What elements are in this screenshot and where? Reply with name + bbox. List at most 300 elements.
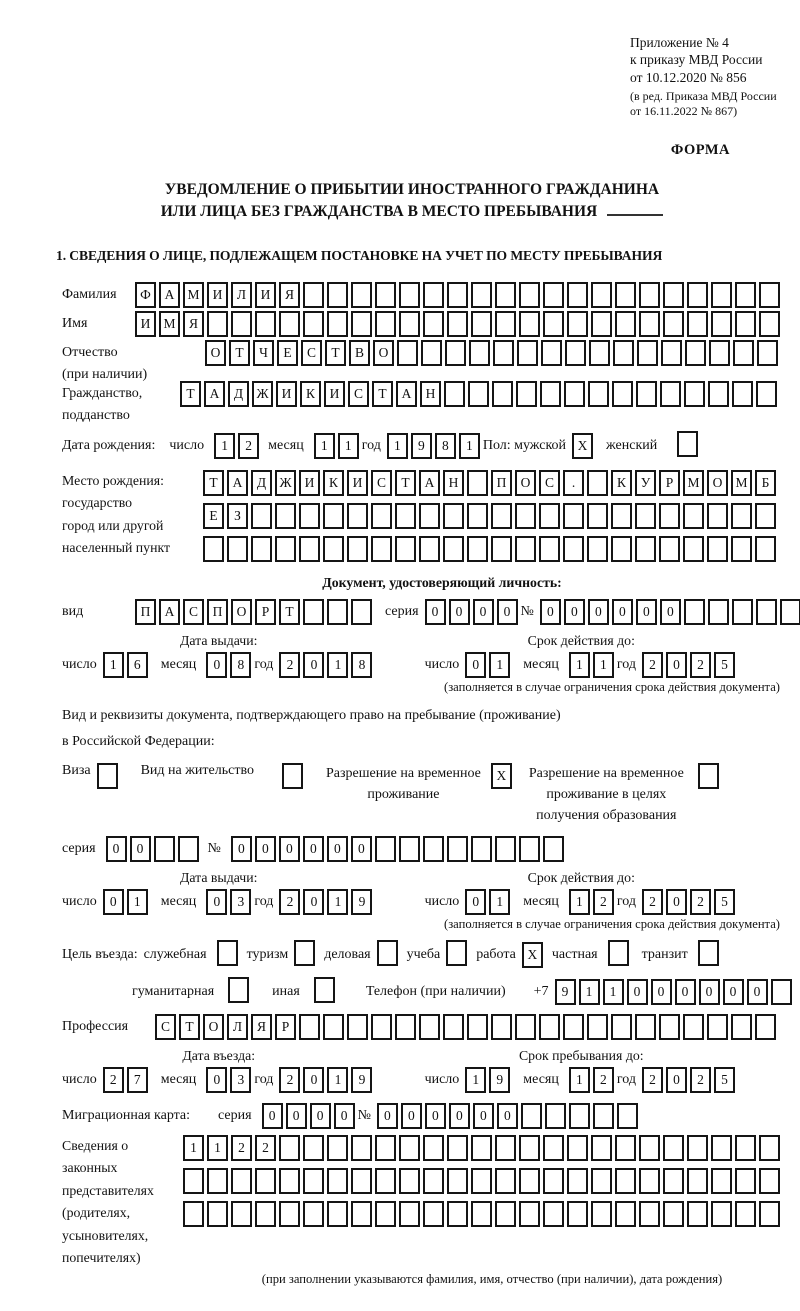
char-cell[interactable] <box>539 536 560 562</box>
char-cell[interactable] <box>591 311 612 337</box>
char-cell[interactable]: 9 <box>555 979 576 1005</box>
char-cell[interactable]: 0 <box>130 836 151 862</box>
char-cell[interactable]: 2 <box>593 1067 614 1093</box>
char-cell[interactable] <box>639 311 660 337</box>
char-cell[interactable] <box>756 599 777 625</box>
char-cell[interactable]: А <box>396 381 417 407</box>
char-cell[interactable] <box>327 1201 348 1227</box>
char-cell[interactable] <box>471 836 492 862</box>
char-cell[interactable]: Л <box>231 282 252 308</box>
char-cell[interactable]: Р <box>659 470 680 496</box>
char-cell[interactable] <box>637 340 658 366</box>
char-cell[interactable]: Я <box>279 282 300 308</box>
char-cell[interactable] <box>587 536 608 562</box>
char-cell[interactable] <box>395 503 416 529</box>
char-cell[interactable] <box>709 340 730 366</box>
char-cell[interactable] <box>471 1201 492 1227</box>
char-cell[interactable] <box>447 311 468 337</box>
char-cell[interactable] <box>303 1201 324 1227</box>
char-cell[interactable]: 0 <box>206 1067 227 1093</box>
female-checkbox[interactable] <box>677 431 701 462</box>
char-cell[interactable] <box>711 1135 732 1161</box>
char-cell[interactable] <box>444 381 465 407</box>
char-cell[interactable] <box>207 1168 228 1194</box>
char-cell[interactable] <box>683 536 704 562</box>
char-cell[interactable] <box>519 1135 540 1161</box>
char-cell[interactable]: 1 <box>569 889 590 915</box>
char-cell[interactable] <box>563 536 584 562</box>
char-cell[interactable] <box>495 836 516 862</box>
char-cell[interactable]: 0 <box>231 836 252 862</box>
char-cell[interactable] <box>759 311 780 337</box>
char-cell[interactable] <box>491 503 512 529</box>
char-cell[interactable] <box>231 1201 252 1227</box>
char-cell[interactable] <box>447 1135 468 1161</box>
char-cell[interactable] <box>711 282 732 308</box>
char-cell[interactable] <box>515 536 536 562</box>
char-cell[interactable]: 0 <box>303 836 324 862</box>
char-cell[interactable] <box>275 536 296 562</box>
char-cell[interactable] <box>684 599 705 625</box>
char-cell[interactable] <box>303 311 324 337</box>
char-cell[interactable] <box>683 503 704 529</box>
char-cell[interactable] <box>347 1014 368 1040</box>
char-cell[interactable] <box>711 1168 732 1194</box>
char-cell[interactable]: 0 <box>377 1103 398 1129</box>
char-cell[interactable] <box>515 503 536 529</box>
char-cell[interactable]: 0 <box>103 889 124 915</box>
char-cell[interactable]: 2 <box>103 1067 124 1093</box>
char-cell[interactable]: 0 <box>303 1067 324 1093</box>
char-cell[interactable] <box>327 282 348 308</box>
char-cell[interactable] <box>375 1201 396 1227</box>
char-cell[interactable] <box>447 1201 468 1227</box>
char-cell[interactable]: 8 <box>230 652 251 678</box>
char-cell[interactable]: 0 <box>473 1103 494 1129</box>
char-cell[interactable] <box>591 1201 612 1227</box>
char-cell[interactable] <box>731 536 752 562</box>
char-cell[interactable] <box>543 311 564 337</box>
char-cell[interactable]: 2 <box>690 889 711 915</box>
char-cell[interactable] <box>255 1201 276 1227</box>
char-cell[interactable]: С <box>371 470 392 496</box>
temp-residence-edu-checkbox[interactable] <box>698 763 722 794</box>
char-cell[interactable]: 0 <box>497 1103 518 1129</box>
char-cell[interactable] <box>543 1135 564 1161</box>
char-cell[interactable]: 0 <box>401 1103 422 1129</box>
char-cell[interactable]: 0 <box>425 1103 446 1129</box>
char-cell[interactable] <box>183 1201 204 1227</box>
char-cell[interactable]: 2 <box>238 433 259 459</box>
char-cell[interactable]: 1 <box>327 652 348 678</box>
char-cell[interactable] <box>371 1014 392 1040</box>
char-cell[interactable]: И <box>324 381 345 407</box>
char-cell[interactable] <box>419 1014 440 1040</box>
char-cell[interactable]: А <box>419 470 440 496</box>
char-cell[interactable] <box>255 1168 276 1194</box>
char-cell[interactable]: О <box>231 599 252 625</box>
char-cell[interactable]: 0 <box>106 836 127 862</box>
char-cell[interactable]: 1 <box>207 1135 228 1161</box>
char-cell[interactable] <box>545 1103 566 1129</box>
char-cell[interactable] <box>327 1135 348 1161</box>
char-cell[interactable]: 5 <box>714 889 735 915</box>
char-cell[interactable] <box>567 1135 588 1161</box>
char-cell[interactable] <box>543 1201 564 1227</box>
char-cell[interactable] <box>639 1135 660 1161</box>
char-cell[interactable]: И <box>299 470 320 496</box>
char-cell[interactable]: А <box>204 381 225 407</box>
char-cell[interactable] <box>323 536 344 562</box>
char-cell[interactable]: 0 <box>564 599 585 625</box>
char-cell[interactable]: 2 <box>231 1135 252 1161</box>
char-cell[interactable]: С <box>155 1014 176 1040</box>
char-cell[interactable] <box>519 282 540 308</box>
char-cell[interactable] <box>399 836 420 862</box>
char-cell[interactable] <box>519 1168 540 1194</box>
char-cell[interactable] <box>708 599 729 625</box>
char-cell[interactable]: С <box>183 599 204 625</box>
char-cell[interactable] <box>757 340 778 366</box>
char-cell[interactable]: В <box>349 340 370 366</box>
char-cell[interactable]: 1 <box>183 1135 204 1161</box>
char-cell[interactable]: 1 <box>127 889 148 915</box>
char-cell[interactable] <box>447 282 468 308</box>
char-cell[interactable] <box>639 282 660 308</box>
char-cell[interactable] <box>515 1014 536 1040</box>
char-cell[interactable] <box>589 340 610 366</box>
char-cell[interactable]: Т <box>180 381 201 407</box>
char-cell[interactable] <box>468 381 489 407</box>
char-cell[interactable] <box>755 503 776 529</box>
char-cell[interactable] <box>659 503 680 529</box>
char-cell[interactable]: С <box>539 470 560 496</box>
char-cell[interactable] <box>735 1201 756 1227</box>
char-cell[interactable] <box>279 1201 300 1227</box>
char-cell[interactable]: 1 <box>214 433 235 459</box>
char-cell[interactable] <box>327 599 348 625</box>
char-cell[interactable] <box>567 311 588 337</box>
char-cell[interactable] <box>733 340 754 366</box>
char-cell[interactable] <box>615 311 636 337</box>
char-cell[interactable]: 0 <box>497 599 518 625</box>
char-cell[interactable] <box>565 340 586 366</box>
char-cell[interactable]: М <box>683 470 704 496</box>
char-cell[interactable] <box>711 1201 732 1227</box>
char-cell[interactable]: 8 <box>351 652 372 678</box>
char-cell[interactable] <box>684 381 705 407</box>
char-cell[interactable] <box>615 1201 636 1227</box>
char-cell[interactable] <box>423 1168 444 1194</box>
char-cell[interactable] <box>445 340 466 366</box>
char-cell[interactable]: И <box>207 282 228 308</box>
char-cell[interactable] <box>615 1168 636 1194</box>
char-cell[interactable] <box>683 1014 704 1040</box>
char-cell[interactable]: 0 <box>303 889 324 915</box>
char-cell[interactable] <box>567 1168 588 1194</box>
char-cell[interactable] <box>707 1014 728 1040</box>
char-cell[interactable] <box>471 311 492 337</box>
char-cell[interactable] <box>591 1168 612 1194</box>
char-cell[interactable] <box>443 536 464 562</box>
char-cell[interactable] <box>395 536 416 562</box>
char-cell[interactable]: 0 <box>327 836 348 862</box>
char-cell[interactable] <box>491 536 512 562</box>
char-cell[interactable] <box>347 503 368 529</box>
char-cell[interactable]: М <box>183 282 204 308</box>
char-cell[interactable] <box>351 1168 372 1194</box>
char-cell[interactable] <box>732 381 753 407</box>
char-cell[interactable] <box>299 503 320 529</box>
char-cell[interactable]: П <box>207 599 228 625</box>
char-cell[interactable] <box>303 599 324 625</box>
char-cell[interactable]: 0 <box>660 599 681 625</box>
char-cell[interactable]: 1 <box>314 433 335 459</box>
char-cell[interactable]: А <box>159 282 180 308</box>
char-cell[interactable] <box>735 311 756 337</box>
char-cell[interactable] <box>735 282 756 308</box>
char-cell[interactable]: Н <box>443 470 464 496</box>
char-cell[interactable]: Т <box>372 381 393 407</box>
char-cell[interactable] <box>615 282 636 308</box>
char-cell[interactable]: О <box>205 340 226 366</box>
char-cell[interactable] <box>516 381 537 407</box>
char-cell[interactable] <box>207 311 228 337</box>
char-cell[interactable] <box>707 536 728 562</box>
char-cell[interactable]: 0 <box>449 1103 470 1129</box>
char-cell[interactable]: 6 <box>127 652 148 678</box>
char-cell[interactable] <box>780 599 800 625</box>
char-cell[interactable] <box>543 1168 564 1194</box>
char-cell[interactable] <box>711 311 732 337</box>
char-cell[interactable] <box>659 1014 680 1040</box>
char-cell[interactable]: 2 <box>642 652 663 678</box>
char-cell[interactable] <box>732 599 753 625</box>
char-cell[interactable] <box>591 282 612 308</box>
char-cell[interactable]: Е <box>203 503 224 529</box>
char-cell[interactable] <box>423 1201 444 1227</box>
char-cell[interactable] <box>279 311 300 337</box>
char-cell[interactable]: 0 <box>303 652 324 678</box>
char-cell[interactable] <box>323 503 344 529</box>
char-cell[interactable] <box>639 1201 660 1227</box>
char-cell[interactable]: 1 <box>569 652 590 678</box>
char-cell[interactable]: 1 <box>103 652 124 678</box>
char-cell[interactable] <box>611 503 632 529</box>
char-cell[interactable]: 2 <box>690 1067 711 1093</box>
char-cell[interactable]: 2 <box>642 889 663 915</box>
char-cell[interactable] <box>371 536 392 562</box>
char-cell[interactable] <box>492 381 513 407</box>
char-cell[interactable]: Т <box>279 599 300 625</box>
char-cell[interactable] <box>467 1014 488 1040</box>
char-cell[interactable]: 1 <box>489 652 510 678</box>
char-cell[interactable]: 0 <box>286 1103 307 1129</box>
purpose-other-checkbox[interactable] <box>314 977 338 1008</box>
purpose-study-checkbox[interactable] <box>446 940 470 971</box>
char-cell[interactable] <box>707 503 728 529</box>
char-cell[interactable] <box>731 503 752 529</box>
char-cell[interactable]: 0 <box>465 889 486 915</box>
char-cell[interactable]: 9 <box>411 433 432 459</box>
char-cell[interactable]: 2 <box>690 652 711 678</box>
purpose-private-checkbox[interactable] <box>608 940 632 971</box>
char-cell[interactable] <box>183 1168 204 1194</box>
char-cell[interactable] <box>471 282 492 308</box>
char-cell[interactable] <box>471 1168 492 1194</box>
char-cell[interactable]: Т <box>229 340 250 366</box>
char-cell[interactable] <box>467 470 488 496</box>
char-cell[interactable] <box>687 1168 708 1194</box>
char-cell[interactable] <box>563 503 584 529</box>
char-cell[interactable]: 0 <box>449 599 470 625</box>
char-cell[interactable] <box>663 1168 684 1194</box>
char-cell[interactable]: 0 <box>310 1103 331 1129</box>
char-cell[interactable] <box>759 1135 780 1161</box>
char-cell[interactable] <box>251 503 272 529</box>
char-cell[interactable] <box>731 1014 752 1040</box>
char-cell[interactable]: Н <box>420 381 441 407</box>
char-cell[interactable] <box>755 1014 776 1040</box>
char-cell[interactable]: Д <box>228 381 249 407</box>
char-cell[interactable] <box>759 1201 780 1227</box>
char-cell[interactable]: Т <box>203 470 224 496</box>
char-cell[interactable] <box>399 311 420 337</box>
char-cell[interactable] <box>347 536 368 562</box>
char-cell[interactable] <box>467 536 488 562</box>
char-cell[interactable]: И <box>255 282 276 308</box>
purpose-transit-checkbox[interactable] <box>698 940 722 971</box>
char-cell[interactable] <box>771 979 792 1005</box>
char-cell[interactable] <box>543 282 564 308</box>
char-cell[interactable]: 0 <box>651 979 672 1005</box>
char-cell[interactable]: Ж <box>275 470 296 496</box>
char-cell[interactable]: И <box>276 381 297 407</box>
char-cell[interactable] <box>467 503 488 529</box>
char-cell[interactable]: 1 <box>489 889 510 915</box>
char-cell[interactable]: К <box>611 470 632 496</box>
char-cell[interactable] <box>587 503 608 529</box>
char-cell[interactable]: 0 <box>675 979 696 1005</box>
purpose-humanitarian-checkbox[interactable] <box>228 977 252 1008</box>
char-cell[interactable]: 0 <box>279 836 300 862</box>
char-cell[interactable] <box>495 311 516 337</box>
char-cell[interactable] <box>495 1201 516 1227</box>
char-cell[interactable] <box>759 282 780 308</box>
char-cell[interactable] <box>303 1135 324 1161</box>
char-cell[interactable]: О <box>707 470 728 496</box>
char-cell[interactable]: О <box>203 1014 224 1040</box>
char-cell[interactable]: 0 <box>540 599 561 625</box>
char-cell[interactable]: 0 <box>636 599 657 625</box>
char-cell[interactable]: 2 <box>642 1067 663 1093</box>
char-cell[interactable] <box>617 1103 638 1129</box>
char-cell[interactable] <box>423 1135 444 1161</box>
char-cell[interactable]: У <box>635 470 656 496</box>
char-cell[interactable] <box>447 836 468 862</box>
char-cell[interactable] <box>375 836 396 862</box>
char-cell[interactable]: 0 <box>666 889 687 915</box>
char-cell[interactable]: И <box>135 311 156 337</box>
char-cell[interactable]: О <box>515 470 536 496</box>
char-cell[interactable]: Б <box>755 470 776 496</box>
char-cell[interactable]: 3 <box>230 1067 251 1093</box>
purpose-business-checkbox[interactable] <box>377 940 401 971</box>
char-cell[interactable] <box>207 1201 228 1227</box>
char-cell[interactable] <box>685 340 706 366</box>
char-cell[interactable] <box>539 503 560 529</box>
char-cell[interactable] <box>251 536 272 562</box>
char-cell[interactable] <box>423 282 444 308</box>
char-cell[interactable]: 1 <box>569 1067 590 1093</box>
char-cell[interactable] <box>663 282 684 308</box>
char-cell[interactable]: 1 <box>338 433 359 459</box>
char-cell[interactable]: Я <box>183 311 204 337</box>
char-cell[interactable]: 1 <box>327 889 348 915</box>
char-cell[interactable]: 0 <box>425 599 446 625</box>
char-cell[interactable]: Ж <box>252 381 273 407</box>
char-cell[interactable] <box>399 1201 420 1227</box>
char-cell[interactable] <box>569 1103 590 1129</box>
char-cell[interactable] <box>154 836 175 862</box>
char-cell[interactable] <box>519 836 540 862</box>
char-cell[interactable] <box>755 536 776 562</box>
char-cell[interactable]: 0 <box>334 1103 355 1129</box>
char-cell[interactable] <box>443 1014 464 1040</box>
char-cell[interactable]: 9 <box>351 1067 372 1093</box>
char-cell[interactable]: О <box>373 340 394 366</box>
char-cell[interactable]: К <box>323 470 344 496</box>
char-cell[interactable] <box>399 282 420 308</box>
char-cell[interactable]: 0 <box>747 979 768 1005</box>
char-cell[interactable]: Т <box>395 470 416 496</box>
char-cell[interactable] <box>567 1201 588 1227</box>
char-cell[interactable]: 0 <box>627 979 648 1005</box>
char-cell[interactable] <box>231 1168 252 1194</box>
char-cell[interactable] <box>397 340 418 366</box>
char-cell[interactable] <box>299 1014 320 1040</box>
char-cell[interactable]: 2 <box>279 652 300 678</box>
char-cell[interactable] <box>519 1201 540 1227</box>
char-cell[interactable]: . <box>563 470 584 496</box>
char-cell[interactable]: 1 <box>387 433 408 459</box>
char-cell[interactable]: 9 <box>351 889 372 915</box>
char-cell[interactable] <box>255 311 276 337</box>
char-cell[interactable] <box>419 503 440 529</box>
char-cell[interactable] <box>351 311 372 337</box>
char-cell[interactable] <box>591 1135 612 1161</box>
char-cell[interactable] <box>587 470 608 496</box>
male-checkbox[interactable]: X <box>572 433 596 459</box>
char-cell[interactable]: З <box>227 503 248 529</box>
char-cell[interactable] <box>517 340 538 366</box>
char-cell[interactable] <box>735 1168 756 1194</box>
char-cell[interactable] <box>687 1201 708 1227</box>
char-cell[interactable] <box>303 282 324 308</box>
char-cell[interactable] <box>351 1201 372 1227</box>
char-cell[interactable]: 0 <box>723 979 744 1005</box>
char-cell[interactable] <box>735 1135 756 1161</box>
char-cell[interactable] <box>635 536 656 562</box>
char-cell[interactable] <box>495 1168 516 1194</box>
char-cell[interactable] <box>469 340 490 366</box>
char-cell[interactable]: 0 <box>262 1103 283 1129</box>
char-cell[interactable]: 5 <box>714 1067 735 1093</box>
char-cell[interactable]: 2 <box>255 1135 276 1161</box>
char-cell[interactable] <box>421 340 442 366</box>
char-cell[interactable] <box>541 340 562 366</box>
purpose-work-checkbox[interactable]: X <box>522 942 546 968</box>
